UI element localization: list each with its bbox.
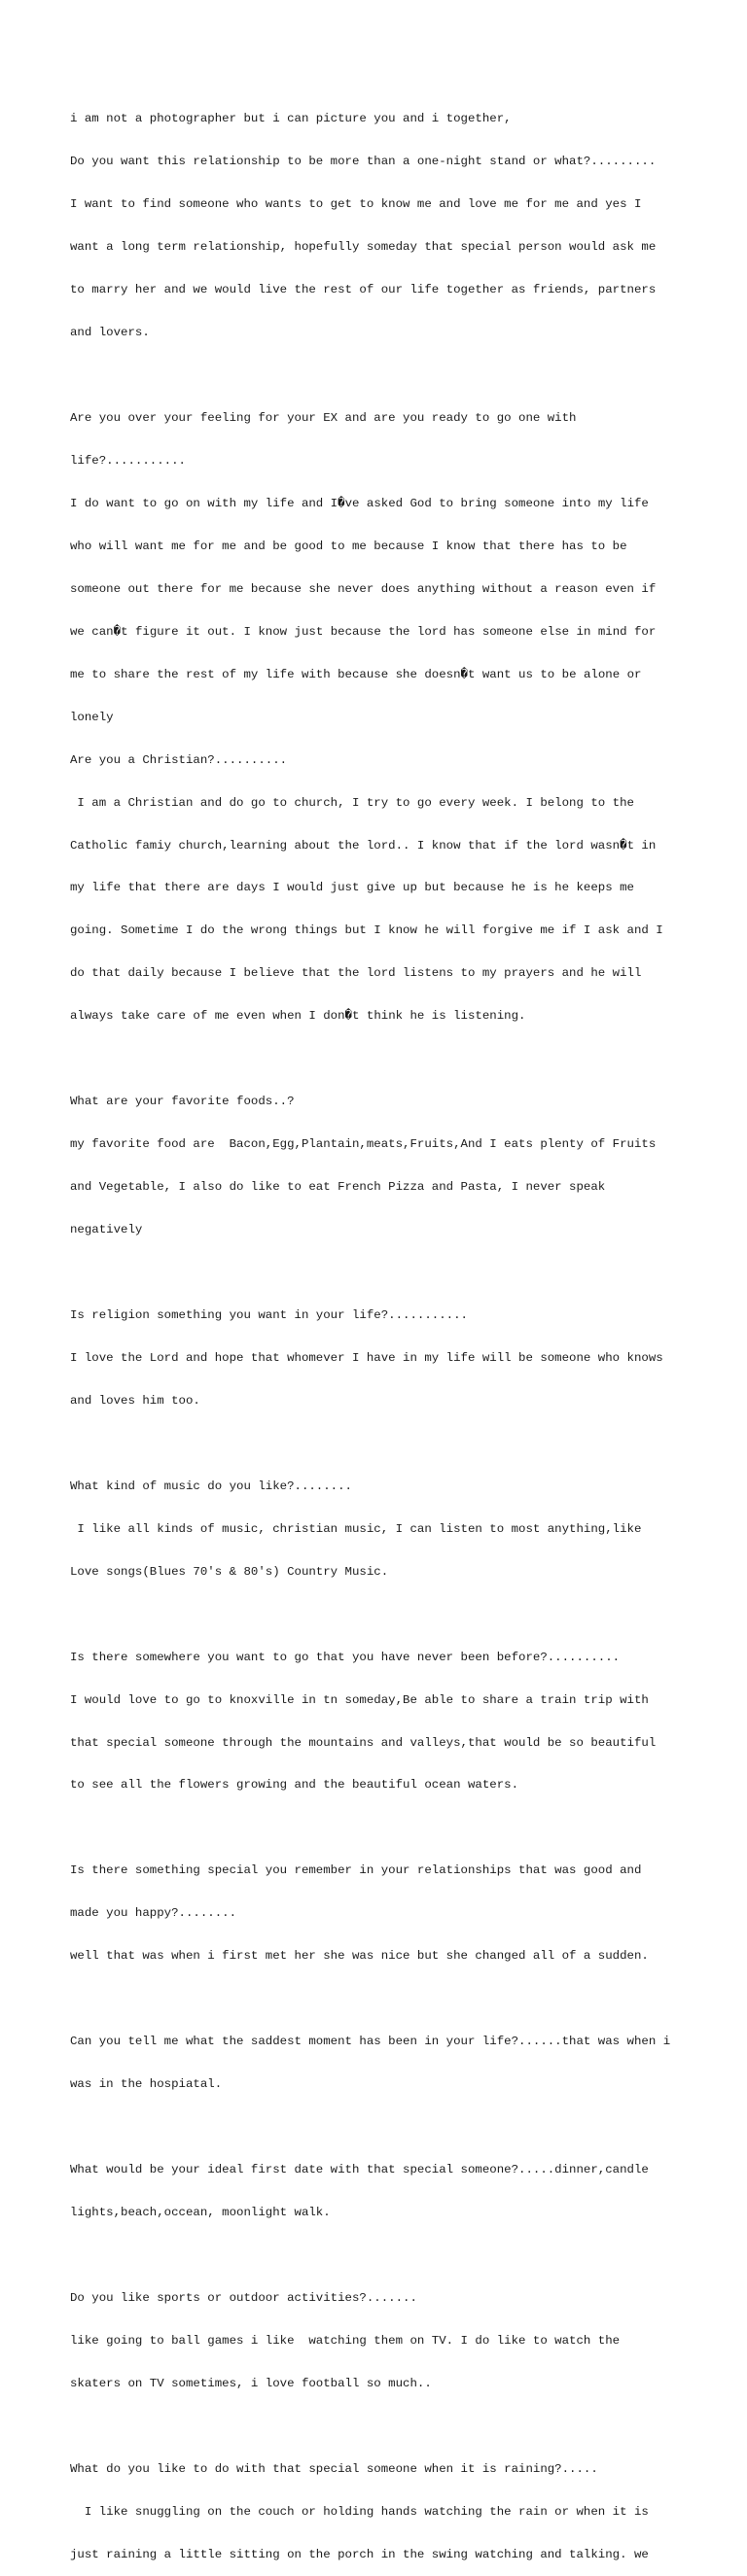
text-line: made you happy?........ — [70, 1906, 237, 1921]
blank-line — [70, 2248, 693, 2263]
text-line: lonely — [70, 710, 114, 724]
text-line: Do you want this relationship to be more than a one-night stand or what?......... — [70, 155, 657, 169]
text-line: Are you over your feeling for your EX and are you ready to go one with — [70, 410, 577, 425]
text-line: Are you a Christian?.......... — [70, 752, 288, 767]
text-line: want a long term relationship, hopefully someday that special person would ask me — [70, 240, 657, 255]
text-line: my life that there are days I would just give up but because he is he keeps me — [70, 881, 634, 895]
text-line: going. Sometime I do the wrong things but I know he will forgive me if I ask and I — [70, 923, 663, 938]
blank-line — [70, 1052, 693, 1066]
text-line: that special someone through the mountains and valleys,that would be so beautiful — [70, 1735, 657, 1750]
text-line: me to share the rest of my life with because she doesn�t want us to be alone or — [70, 667, 642, 681]
blank-line — [70, 1437, 693, 1451]
text-line: I am a Christian and do go to church, I try to go every week. I belong to the — [70, 795, 634, 810]
text-line: Is there something special you remember in your relationships that was good and — [70, 1863, 642, 1878]
text-line: just raining a little sitting on the porch in the swing watching and talking. we — [70, 2547, 649, 2561]
blank-line — [70, 1266, 693, 1280]
text-line: What would be your ideal first date with that special someone?.....dinner,candle — [70, 2163, 649, 2177]
text-line: life?........... — [70, 453, 186, 468]
text-line: and lovers. — [70, 326, 150, 340]
text-line: my favorite food are Bacon,Egg,Plantain,meats,Fruits,And I eats plenty of Fruits — [70, 1137, 657, 1152]
blank-line — [70, 2419, 693, 2434]
text-line: always take care of me even when I don�t think he is listening. — [70, 1009, 526, 1024]
blank-line — [70, 2120, 693, 2135]
text-line: Do you like sports or outdoor activities?....... — [70, 2290, 417, 2305]
text-line: What are your favorite foods..? — [70, 1095, 295, 1109]
text-line: Is religion something you want in your life?........... — [70, 1308, 468, 1322]
blank-line — [70, 1992, 693, 2006]
blank-line — [70, 1608, 693, 1622]
text-line: to marry her and we would live the rest of our life together as friends, partners — [70, 283, 657, 297]
text-line: What kind of music do you like?........ — [70, 1479, 352, 1493]
text-line: do that daily because I believe that the lord listens to my prayers and he will — [70, 966, 642, 981]
text-line: Catholic famiy church,learning about the lord.. I know that if the lord wasn�t in — [70, 838, 657, 853]
text-line: like going to ball games i like watching them on TV. I do like to watch the — [70, 2333, 621, 2348]
text-line: well that was when i first met her she was nice but she changed all of a sudden. — [70, 1949, 649, 1964]
text-line: Can you tell me what the saddest moment has been in your life?......that was when i — [70, 2035, 671, 2049]
text-line: Is there somewhere you want to go that you have never been before?.......... — [70, 1650, 621, 1664]
text-line: who will want me for me and be good to me because I know that there has to be — [70, 539, 627, 553]
text-line: and loves him too. — [70, 1393, 200, 1408]
text-line: I do want to go on with my life and I�ve asked God to bring someone into my life — [70, 496, 649, 510]
blank-line — [70, 1821, 693, 1835]
text-line: lights,beach,occean, moonlight walk. — [70, 2206, 331, 2220]
text-line: to see all the flowers growing and the beautiful ocean waters. — [70, 1778, 519, 1793]
text-line: I like snuggling on the couch or holding hands watching the rain or when it is — [70, 2504, 649, 2519]
text-line: we can�t figure it out. I know just because the lord has someone else in mind for — [70, 624, 657, 639]
document-body — [70, 84, 693, 2576]
text-line: I would love to go to knoxville in tn someday,Be able to share a train trip with — [70, 1692, 649, 1707]
text-line: I want to find someone who wants to get to know me and love me for me and yes I — [70, 197, 642, 212]
text-line: skaters on TV sometimes, i love football so much.. — [70, 2376, 432, 2390]
text-line: I like all kinds of music, christian music, I can listen to most anything,like — [70, 1521, 642, 1536]
text-line: What do you like to do with that special someone when it is raining?..... — [70, 2461, 598, 2476]
text-line: Love songs(Blues 70's & 80's) Country Music. — [70, 1564, 389, 1579]
blank-line — [70, 368, 693, 383]
text-line: someone out there for me because she never does anything without a reason even if — [70, 581, 657, 596]
text-line: was in the hospiatal. — [70, 2077, 223, 2092]
text-line: and Vegetable, I also do like to eat French Pizza and Pasta, I never speak — [70, 1180, 606, 1195]
text-line: I love the Lord and hope that whomever I have in my life will be someone who knows — [70, 1350, 663, 1365]
text-line: i am not a photographer but i can picture you and i together, — [70, 112, 512, 126]
text-line: negatively — [70, 1223, 143, 1237]
